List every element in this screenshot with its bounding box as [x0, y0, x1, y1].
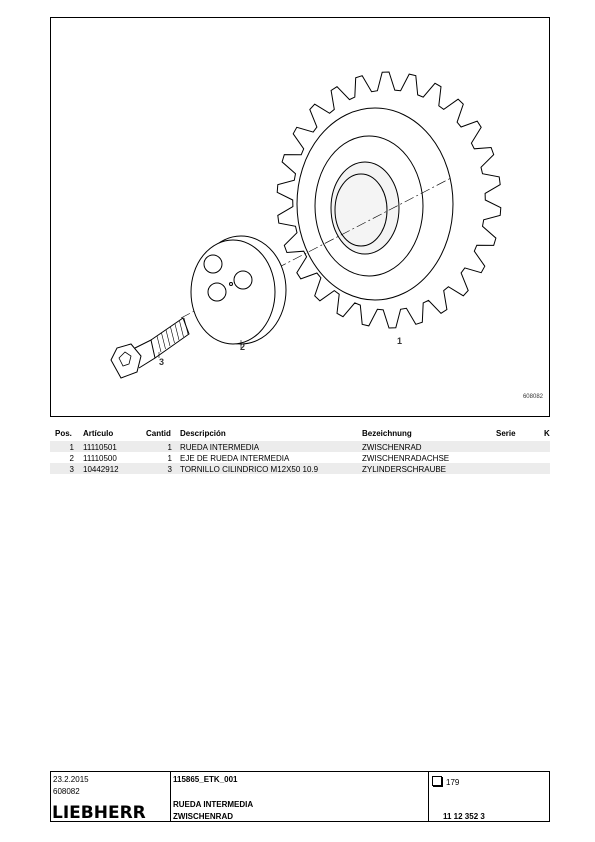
divider [170, 772, 171, 821]
cell-bezeichnung: ZYLINDERSCHRAUBE [362, 465, 447, 474]
cell-descripcion: TORNILLO CILINDRICO M12X50 10.9 [180, 465, 319, 474]
callout-1: 1 [397, 336, 403, 346]
cell-cantid: 1 [167, 454, 172, 463]
part-number: 11 12 352 3 [443, 812, 485, 821]
illustration-frame [50, 17, 550, 417]
liebherr-logo: LIEBHERR [52, 803, 146, 823]
screw-thread [157, 336, 161, 352]
table-row [50, 441, 550, 452]
table-header [50, 427, 550, 441]
divider [428, 772, 429, 821]
drawing-number: 608082 [53, 787, 80, 796]
cell-pos: 3 [69, 465, 74, 474]
screw-thread-body [151, 318, 189, 358]
table-row [50, 452, 550, 463]
screw-head [111, 344, 141, 378]
title-german: ZWISCHENRAD [173, 812, 233, 821]
screw-thread [180, 321, 184, 337]
header-pos: Pos. [55, 429, 72, 438]
page-icon [432, 776, 442, 786]
shaft-face [191, 240, 275, 344]
cell-descripcion: EJE DE RUEDA INTERMEDIA [180, 454, 290, 463]
callout-2: 2 [240, 342, 246, 352]
exploded-view-drawing [51, 18, 549, 416]
screw-thread [175, 324, 179, 340]
parts-table [50, 427, 550, 474]
header-articulo: Artículo [83, 429, 114, 438]
title-block [50, 771, 550, 822]
header-bezeichnung: Bezeichnung [362, 429, 412, 438]
header-cantid: Cantid [146, 429, 171, 438]
document-id: 115865_ETK_001 [173, 775, 238, 784]
cell-bezeichnung: ZWISCHENRAD [362, 443, 422, 452]
cell-descripcion: RUEDA INTERMEDIA [180, 443, 260, 452]
header-descripcion: Descripción [180, 429, 226, 438]
cell-pos: 1 [69, 443, 74, 452]
screw-thread [166, 330, 170, 346]
page-number-group [432, 775, 459, 787]
title-spanish: RUEDA INTERMEDIA [173, 800, 254, 809]
cell-articulo: 11110501 [83, 443, 117, 452]
screw-thread [171, 327, 175, 343]
screw-thread [184, 318, 188, 334]
header-k: K [544, 429, 550, 438]
cell-bezeichnung: ZWISCHENRADACHSE [362, 454, 450, 463]
header-serie: Serie [496, 429, 516, 438]
cell-cantid: 3 [167, 465, 172, 474]
cell-articulo: 11110500 [83, 454, 117, 463]
gear-bore [331, 162, 399, 254]
cell-pos: 2 [69, 454, 74, 463]
print-date: 23.2.2015 [53, 775, 89, 784]
page-number: 179 [446, 778, 460, 787]
callout-3: 3 [159, 357, 165, 367]
table-row [50, 463, 550, 474]
cell-cantid: 1 [167, 443, 172, 452]
figure-id: 608082 [522, 394, 543, 400]
cell-articulo: 10442912 [83, 465, 119, 474]
screw-thread [162, 333, 166, 349]
